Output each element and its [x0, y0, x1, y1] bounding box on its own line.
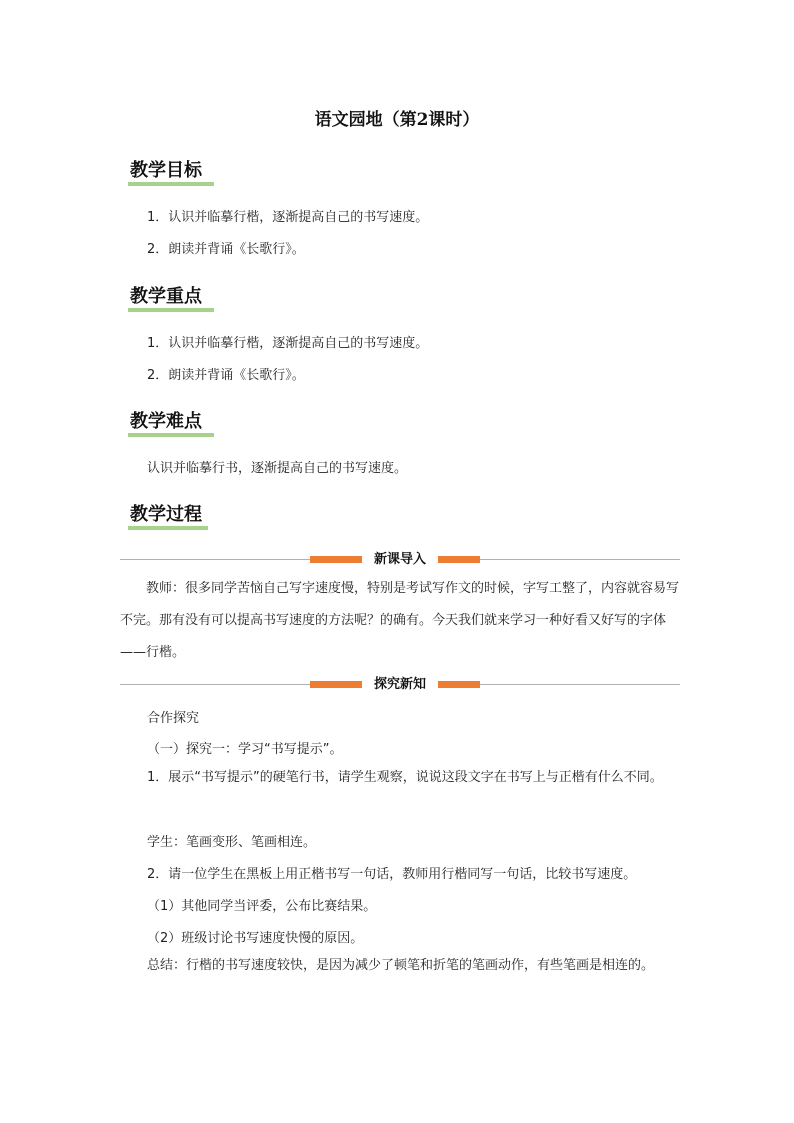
subheading-cooperative: 合作探究	[147, 711, 200, 726]
section-heading-goals: 教学目标	[130, 160, 202, 181]
explore-line-3: 学生：笔画变形、笔画相连。	[147, 835, 317, 850]
heading-underline	[128, 433, 214, 437]
page-title: 语文园地（第2课时）	[314, 110, 480, 130]
difficulty-text: 认识并临摹行书，逐渐提高自己的书写速度。	[147, 461, 408, 476]
divider-accent-left	[310, 556, 362, 563]
divider-accent-left	[310, 681, 362, 688]
explore-line-2: 1．展示“书写提示”的硬笔行书，请学生观察，说说这段文字在书写上与正楷有什么不同。	[147, 770, 663, 785]
section-heading-difficulty: 教学难点	[130, 411, 202, 432]
divider-label: 探究新知	[362, 675, 438, 695]
explore-line-4: 2．请一位学生在黑板上用正楷书写一句话，教师用行楷同写一句话，比较书写速度。	[147, 867, 637, 882]
divider-label: 新课导入	[362, 550, 438, 570]
heading-underline	[128, 308, 214, 312]
explore-line-5: （1）其他同学当评委，公布比赛结果。	[147, 899, 377, 914]
explore-line-1: （一）探究一：学习“书写提示”。	[147, 742, 343, 757]
section-heading-focus: 教学重点	[130, 286, 202, 307]
heading-underline	[128, 182, 214, 186]
focus-item-2: 2．朗读并背诵《长歌行》。	[147, 368, 305, 383]
intro-paragraph: 教师：很多同学苦恼自己写字速度慢，特别是考试写作文的时候，字写工整了，内容就容易写不完。那有没有可以提高书写速度的方法呢？的确有。今天我们就来学习一种好看又好写的字体——行楷。	[120, 581, 680, 660]
section-divider-intro	[120, 550, 680, 570]
heading-underline	[128, 526, 208, 530]
goal-item-2: 2．朗读并背诵《长歌行》。	[147, 242, 305, 257]
divider-accent-right	[438, 556, 480, 563]
section-divider-explore	[120, 675, 680, 695]
section-heading-process: 教学过程	[130, 504, 202, 525]
explore-summary: 总结：行楷的书写速度较快，是因为减少了顿笔和折笔的笔画动作，有些笔画是相连的。	[147, 958, 655, 973]
explore-line-6: （2）班级讨论书写速度快慢的原因。	[147, 931, 364, 946]
focus-item-1: 1．认识并临摹行楷，逐渐提高自己的书写速度。	[147, 336, 429, 351]
divider-accent-right	[438, 681, 480, 688]
goal-item-1: 1．认识并临摹行楷，逐渐提高自己的书写速度。	[147, 210, 429, 225]
